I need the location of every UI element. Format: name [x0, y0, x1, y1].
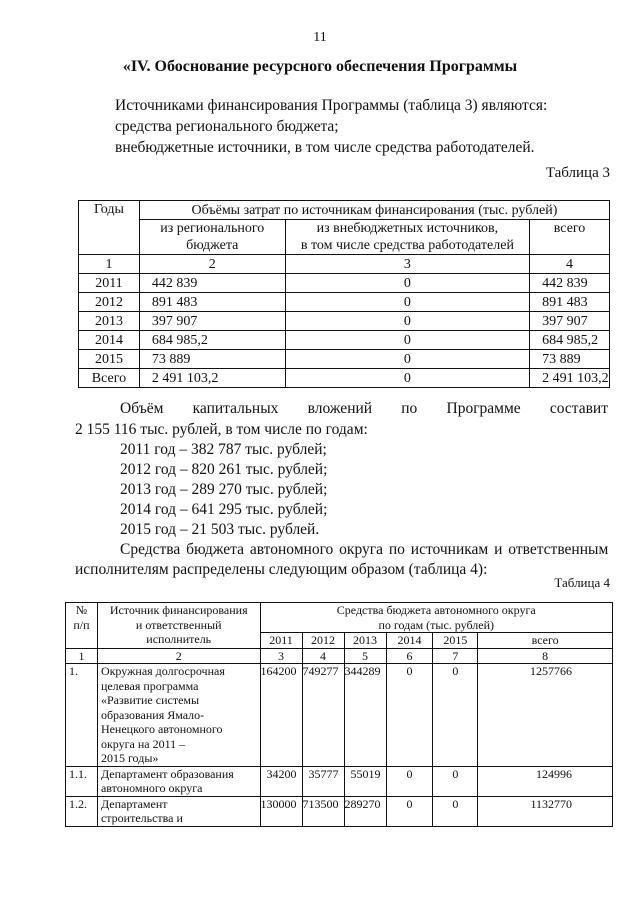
table-row [66, 766, 613, 796]
extrabudget-cell: 0 [285, 331, 529, 350]
table-row [79, 312, 610, 331]
year-cell: 2013 [79, 312, 140, 331]
capital-year-line: 2011 год – 382 787 тыс. рублей; [120, 441, 327, 458]
col-number: 5 [344, 648, 386, 664]
header-years: Годы [79, 201, 140, 255]
header-regional: из регионального бюджета [139, 220, 285, 255]
table-row [79, 293, 610, 312]
header-total: всего [530, 220, 610, 255]
col-number: 3 [285, 255, 529, 274]
value-cell: 713500 [302, 796, 344, 826]
table-number-row [66, 648, 613, 664]
year-header: 2014 [386, 633, 433, 649]
regional-cell: 397 907 [139, 312, 285, 331]
col-number: 4 [302, 648, 344, 664]
value-cell: 55019 [344, 766, 386, 796]
col-number: 8 [478, 648, 613, 664]
capital-year-line: 2013 год – 289 270 тыс. рублей; [120, 481, 328, 498]
table-subheader-row [79, 220, 610, 255]
value-cell: 749277 [302, 664, 344, 767]
year-header: 2012 [302, 633, 344, 649]
capital-year-line: 2012 год – 820 261 тыс. рублей; [120, 461, 328, 478]
table-header-row [66, 603, 613, 633]
value-cell: 0 [386, 766, 433, 796]
col-number: 4 [530, 255, 610, 274]
header-group: Объёмы затрат по источникам финансирования (тыс. рублей) [139, 201, 609, 220]
value-cell: 0 [433, 766, 478, 796]
value-cell: 35777 [302, 766, 344, 796]
col-number: 3 [260, 648, 302, 664]
year-cell: 2011 [79, 274, 140, 293]
value-cell: 0 [433, 664, 478, 767]
year-header: всего [478, 633, 613, 649]
capital-year-line: 2015 год – 21 503 тыс. рублей. [120, 521, 320, 538]
section-heading: «IV. Обоснование ресурсного обеспечения Программы [122, 58, 518, 75]
row-number: 1.2. [66, 796, 98, 826]
table-row [79, 274, 610, 293]
budget-line: Средства бюджета автономного округа по источникам и ответственным [120, 541, 609, 558]
intro-paragraph [115, 95, 547, 158]
value-cell: 0 [386, 796, 433, 826]
total-cell: 2 491 103,2 [530, 369, 610, 388]
table4 [65, 602, 613, 827]
total-cell: 442 839 [530, 274, 610, 293]
word: вложений [307, 400, 373, 417]
table-row [79, 350, 610, 369]
total-cell: 684 985,2 [530, 331, 610, 350]
table4-caption: Таблица 4 [554, 575, 610, 590]
budget-line: исполнителям распределены следующим образом (таблица 4): [75, 561, 488, 578]
value-cell: 34200 [260, 766, 302, 796]
extrabudget-cell: 0 [285, 293, 529, 312]
source-cell: Окружная долгосрочная целевая программа «Развитие системы образования Ямало- Ненецкого автономного округа на 2011 – 2015 годы» [97, 664, 260, 767]
table3 [78, 200, 610, 388]
year-cell: 2015 [79, 350, 140, 369]
col-number: 6 [386, 648, 433, 664]
value-cell: 289270 [344, 796, 386, 826]
year-cell: Всего [79, 369, 140, 388]
word: Объём [120, 400, 164, 417]
value-cell: 344289 [344, 664, 386, 767]
header-num: № п/п [66, 603, 98, 649]
value-cell: 130000 [260, 796, 302, 826]
capital-year-line: 2014 год – 641 295 тыс. рублей; [120, 501, 328, 518]
regional-cell: 684 985,2 [139, 331, 285, 350]
year-header: 2013 [344, 633, 386, 649]
regional-cell: 73 889 [139, 350, 285, 369]
extrabudget-cell: 0 [285, 350, 529, 369]
extrabudget-cell: 0 [285, 312, 529, 331]
intro-line: внебюджетные источники, в том числе средства работодателей. [115, 139, 535, 156]
header-source: Источник финансирования и ответственный исполнитель [97, 603, 260, 649]
intro-line: средства регионального бюджета; [115, 118, 339, 135]
row-number: 1.1. [66, 766, 98, 796]
regional-cell: 442 839 [139, 274, 285, 293]
value-cell: 0 [386, 664, 433, 767]
regional-cell: 891 483 [139, 293, 285, 312]
total-cell: 73 889 [530, 350, 610, 369]
table-row [66, 796, 613, 826]
capital-first-line [120, 400, 608, 418]
total-cell: 124996 [478, 766, 613, 796]
extrabudget-cell: 0 [285, 274, 529, 293]
intro-line: Источниками финансирования Программы (таблица 3) являются: [115, 97, 548, 114]
table-header-row [79, 201, 610, 220]
source-cell: Департамент строительства и [97, 796, 260, 826]
col-number: 1 [66, 648, 98, 664]
col-number: 1 [79, 255, 140, 274]
word: капитальных [192, 400, 279, 417]
total-cell: 1132770 [478, 796, 613, 826]
year-header: 2015 [433, 633, 478, 649]
total-cell: 397 907 [530, 312, 610, 331]
word: составит [549, 400, 608, 417]
header-group: Средства бюджета автономного округа по годам (тыс. рублей) [260, 603, 613, 633]
word: Программе [446, 400, 521, 417]
table-number-row [79, 255, 610, 274]
table3-caption: Таблица 3 [545, 165, 610, 181]
year-header: 2011 [260, 633, 302, 649]
extrabudget-cell: 0 [285, 369, 529, 388]
table-total-row [79, 369, 610, 388]
header-extrabudget: из внебюджетных источников, в том числе средства работодателей [285, 220, 529, 255]
capital-second-line: 2 155 116 тыс. рублей, в том числе по годам: [75, 421, 368, 438]
value-cell: 164200 [260, 664, 302, 767]
year-cell: 2014 [79, 331, 140, 350]
page-number: 11 [313, 30, 327, 45]
total-cell: 1257766 [478, 664, 613, 767]
source-cell: Департамент образования автономного округа [97, 766, 260, 796]
col-number: 7 [433, 648, 478, 664]
word: по [401, 400, 418, 417]
regional-cell: 2 491 103,2 [139, 369, 285, 388]
table-row [66, 664, 613, 767]
value-cell: 0 [433, 796, 478, 826]
col-number: 2 [139, 255, 285, 274]
year-cell: 2012 [79, 293, 140, 312]
col-number: 2 [97, 648, 260, 664]
table-row [79, 331, 610, 350]
total-cell: 891 483 [530, 293, 610, 312]
row-number: 1. [66, 664, 98, 767]
